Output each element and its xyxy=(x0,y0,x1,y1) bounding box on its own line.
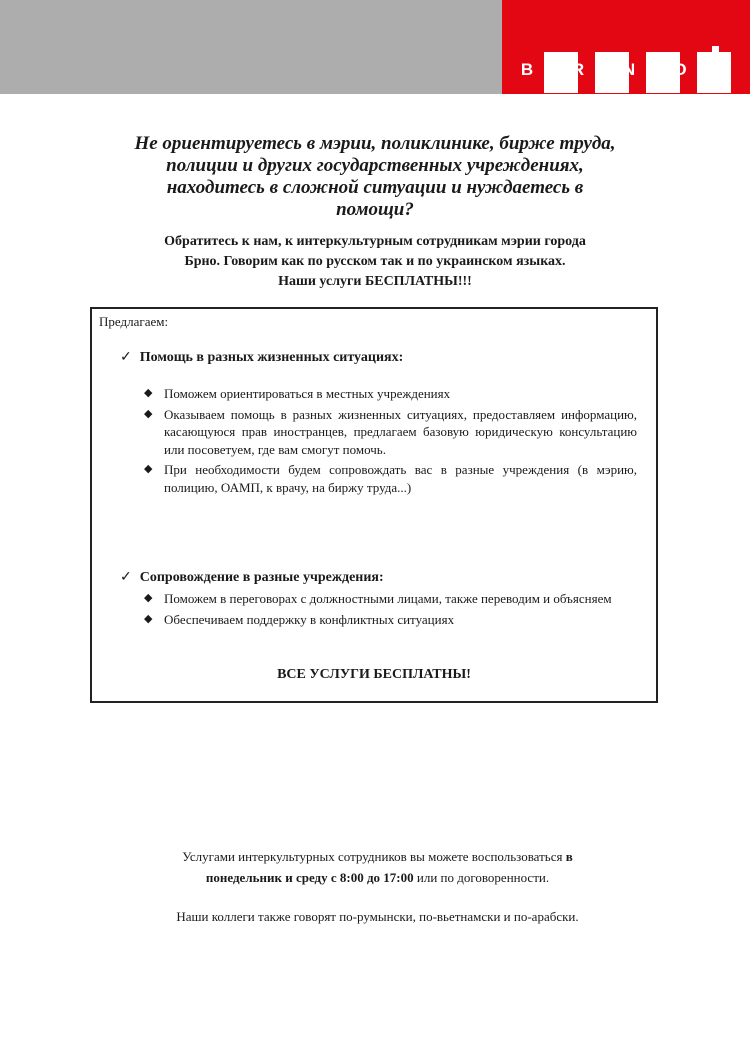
list-item xyxy=(142,611,637,629)
bullet-icon: ◆ xyxy=(144,592,153,604)
header-grey-band xyxy=(0,0,502,94)
schedule-text xyxy=(90,846,665,888)
logo-letter-n: N xyxy=(622,60,636,79)
list-item xyxy=(142,385,637,403)
logo-letter-b: B xyxy=(520,60,534,79)
list-item-text: При необходимости будем сопровождать вас в разные учреждения (в мэрию, полицию, ОАМП, к врачу, на биржу труда...) xyxy=(164,462,637,495)
bullet-icon: ◆ xyxy=(144,387,153,399)
page-title xyxy=(95,133,655,221)
intro-line: Обратитесь к нам, к интеркультурным сотрудникам мэрии города xyxy=(164,234,586,249)
title-line: полиции и других государственных учреждениях, xyxy=(166,155,584,176)
title-line: помощи? xyxy=(336,199,414,220)
intro-text xyxy=(95,232,655,292)
bullet-icon: ◆ xyxy=(144,612,153,625)
offer-label: Предлагаем: xyxy=(99,314,169,329)
title-line: Не ориентируетесь в мэрии, поликлинике, бирже труда, xyxy=(134,133,616,154)
bullet-icon: ◆ xyxy=(144,463,153,475)
languages-text: Наши коллеги также говорят по-румынски, по-вьетнамски и по-арабски. xyxy=(176,909,579,924)
list-item xyxy=(142,461,637,496)
schedule-text-post: или по договоренности. xyxy=(413,870,550,885)
list-item-text: Поможем ориентироваться в местных учреждениях xyxy=(164,386,451,401)
bullet-icon: ◆ xyxy=(144,407,153,420)
title-line: находитесь в сложной ситуации и нуждаетесь в xyxy=(166,177,584,198)
checkmark-icon: ✓ xyxy=(120,350,132,365)
logo-white-block xyxy=(712,46,719,93)
section-title-escort xyxy=(120,569,384,586)
escort-bullet-list xyxy=(142,590,637,631)
intro-line: Брно. Говорим как по русском так и по украинском языках. xyxy=(184,254,566,269)
help-bullet-list xyxy=(142,385,637,499)
schedule-text-pre: Услугами интеркультурных сотрудников вы можете воспользоваться xyxy=(182,849,566,864)
schedule-hours: понедельник и среду с 8:00 до 17:00 xyxy=(205,870,414,885)
intro-line: Наши услуги БЕСПЛАТНЫ!!! xyxy=(278,274,472,289)
offer-box xyxy=(90,307,658,703)
list-item xyxy=(142,406,637,459)
list-item-text: Оказываем помощь в разных жизненных ситуациях, предоставляем информацию, касающуюся прав иностранцев, предлагаем базовую юридическую консультацию или посоветуем, где вам смогут помочь. xyxy=(164,406,637,457)
brno-logo xyxy=(502,0,750,94)
list-item-text: Обеспечиваем поддержку в конфликтных ситуациях xyxy=(164,611,455,627)
section-title-text: Помощь в разных жизненных ситуациях: xyxy=(139,350,404,365)
list-item-text: Поможем в переговорах с должностными лицами, также переводим и объясняем xyxy=(164,591,612,606)
logo-letter-o: O xyxy=(673,60,687,79)
schedule-text-bold: в xyxy=(565,849,573,864)
section-title-text: Сопровождение в разные учреждения: xyxy=(139,570,384,585)
list-item xyxy=(142,590,637,608)
logo-letter-r: R xyxy=(571,60,585,79)
section-title-help xyxy=(120,349,403,366)
all-free-banner: ВСЕ УСЛУГИ БЕСПЛАТНЫ! xyxy=(277,667,471,682)
checkmark-icon: ✓ xyxy=(120,570,132,585)
